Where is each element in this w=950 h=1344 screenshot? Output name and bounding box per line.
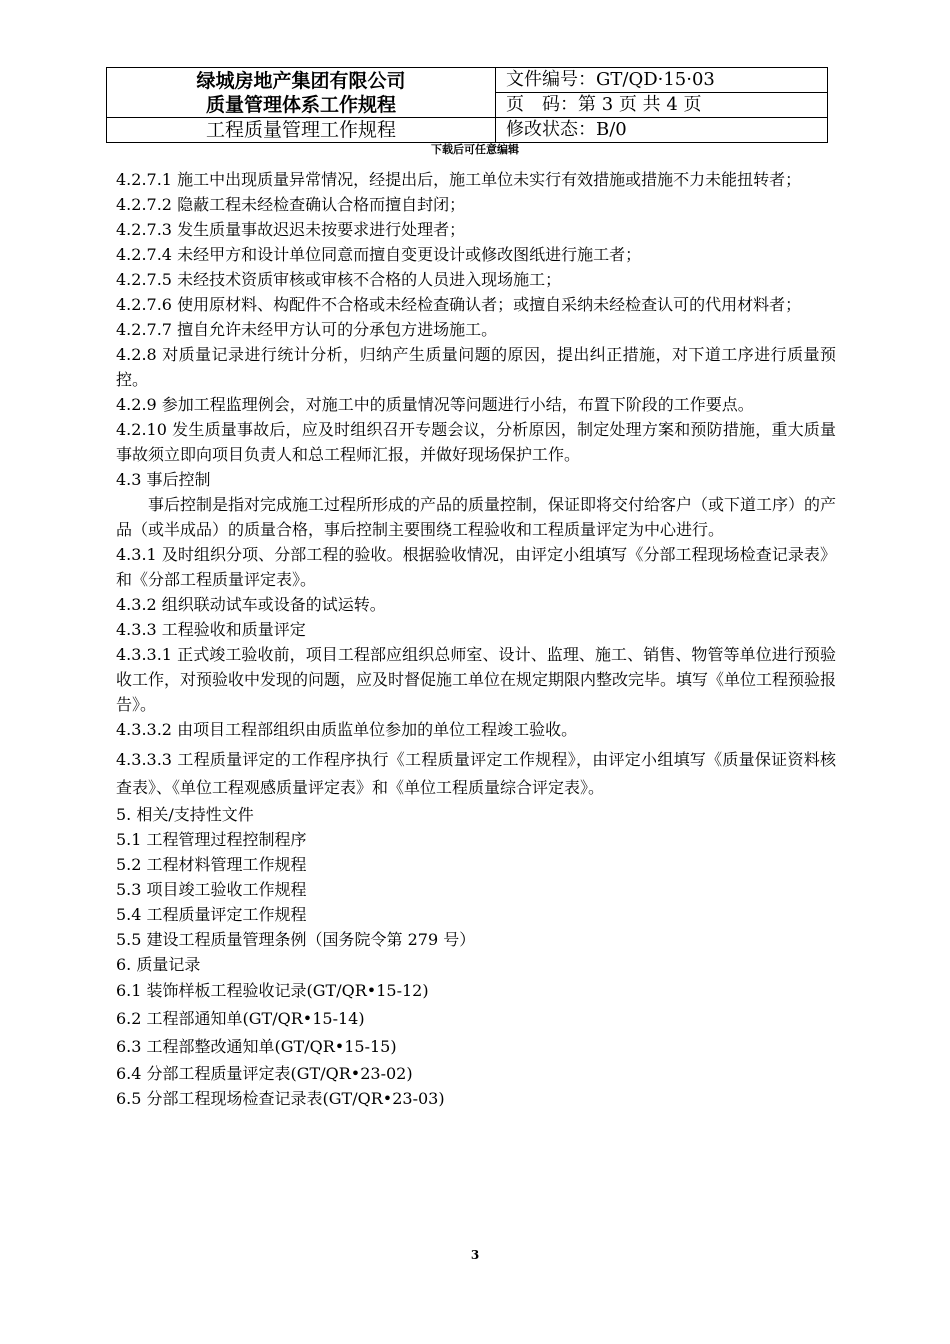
paragraph: 4.2.7.4 未经甲方和设计单位同意而擅自变更设计或修改图纸进行施工者；	[116, 245, 642, 264]
paragraph: 4.3.3 工程验收和质量评定	[116, 620, 306, 639]
list-item: 6.1 装饰样板工程验收记录(GT/QR•15-12)	[116, 981, 429, 1000]
paragraph: 4.2.7.1 施工中出现质量异常情况，经提出后，施工单位未实行有效措施或措施不力未能扭转者；	[116, 170, 802, 189]
page-info: 页 码：第 3 页 共 4 页	[496, 93, 828, 118]
list-item: 5.1 工程管理过程控制程序	[116, 830, 307, 849]
header-title-cell	[107, 68, 496, 118]
section-heading: 5. 相关/支持性文件	[116, 805, 254, 824]
list-item: 5.5 建设工程质量管理条例（国务院令第 279 号）	[116, 930, 476, 949]
paragraph: 事后控制是指对完成施工过程所形成的产品的质量控制，保证即将交付给客户（或下道工序）的产品（或半成品）的质量合格，事后控制主要围绕工程验收和工程质量评定为中心进行。	[116, 495, 837, 539]
paragraph: 4.3.3.1 正式竣工验收前，项目工程部应组织总师室、设计、监理、施工、销售、物管等单位进行预验收工作，对预验收中发现的问题，应及时督促施工单位在规定期限内整改完毕。填写《单位工程预验报告》。	[116, 645, 837, 714]
document-body	[116, 167, 836, 1111]
list-item: 6.2 工程部通知单(GT/QR•15-14)	[116, 1009, 365, 1028]
download-notice: 下载后可任意编辑	[431, 143, 519, 156]
document-header-table	[106, 67, 828, 143]
system-name: 质量管理体系工作规程	[205, 93, 396, 116]
paragraph: 4.3.2 组织联动试车或设备的试运转。	[116, 595, 386, 614]
paragraph: 4.2.7.2 隐蔽工程未经检查确认合格而擅自封闭；	[116, 195, 466, 214]
paragraph: 4.2.7.7 擅自允许未经甲方认可的分承包方进场施工。	[116, 320, 498, 339]
paragraph: 4.2.7.5 未经技术资质审核或审核不合格的人员进入现场施工；	[116, 270, 562, 289]
paragraph: 4.3.3.2 由项目工程部组织由质监单位参加的单位工程竣工验收。	[116, 720, 578, 739]
company-name: 绿城房地产集团有限公司	[196, 69, 406, 92]
file-number: 文件编号：GT/QD·15·03	[496, 68, 828, 93]
paragraph: 4.3.1 及时组织分项、分部工程的验收。根据验收情况，由评定小组填写《分部工程现场检查记录表》和《分部工程质量评定表》。	[116, 545, 836, 589]
section-heading: 6. 质量记录	[116, 955, 201, 974]
paragraph: 4.2.7.3 发生质量事故迟迟未按要求进行处理者；	[116, 220, 466, 239]
list-item: 5.3 项目竣工验收工作规程	[116, 880, 307, 899]
paragraph: 4.2.10 发生质量事故后，应及时组织召开专题会议，分析原因，制定处理方案和预防措施，重大质量事故须立即向项目负责人和总工程师汇报，并做好现场保护工作。	[116, 420, 836, 464]
page-number: 3	[470, 1248, 480, 1262]
list-item: 5.2 工程材料管理工作规程	[116, 855, 307, 874]
paragraph: 4.3.3.3 工程质量评定的工作程序执行《工程质量评定工作规程》，由评定小组填写《质量保证资料核查表》、《单位工程观感质量评定表》和《单位工程质量综合评定表》。	[116, 750, 836, 797]
paragraph: 4.2.9 参加工程监理例会，对施工中的质量情况等问题进行小结，布置下阶段的工作要点。	[116, 395, 754, 414]
revision-status: 修改状态：B/0	[496, 118, 828, 143]
list-item: 6.3 工程部整改通知单(GT/QR•15-15)	[116, 1037, 397, 1056]
paragraph: 4.2.7.6 使用原材料、构配件不合格或未经检查确认者；或擅自采纳未经检查认可的代用材料者；	[116, 295, 802, 314]
document-title: 工程质量管理工作规程	[107, 118, 496, 143]
list-item: 6.4 分部工程质量评定表(GT/QR•23-02)	[116, 1064, 413, 1083]
list-item: 6.5 分部工程现场检查记录表(GT/QR•23-03)	[116, 1089, 445, 1108]
list-item: 5.4 工程质量评定工作规程	[116, 905, 307, 924]
paragraph: 4.2.8 对质量记录进行统计分析，归纳产生质量问题的原因，提出纠正措施，对下道工序进行质量预控。	[116, 345, 836, 389]
section-heading: 4.3 事后控制	[116, 470, 211, 489]
